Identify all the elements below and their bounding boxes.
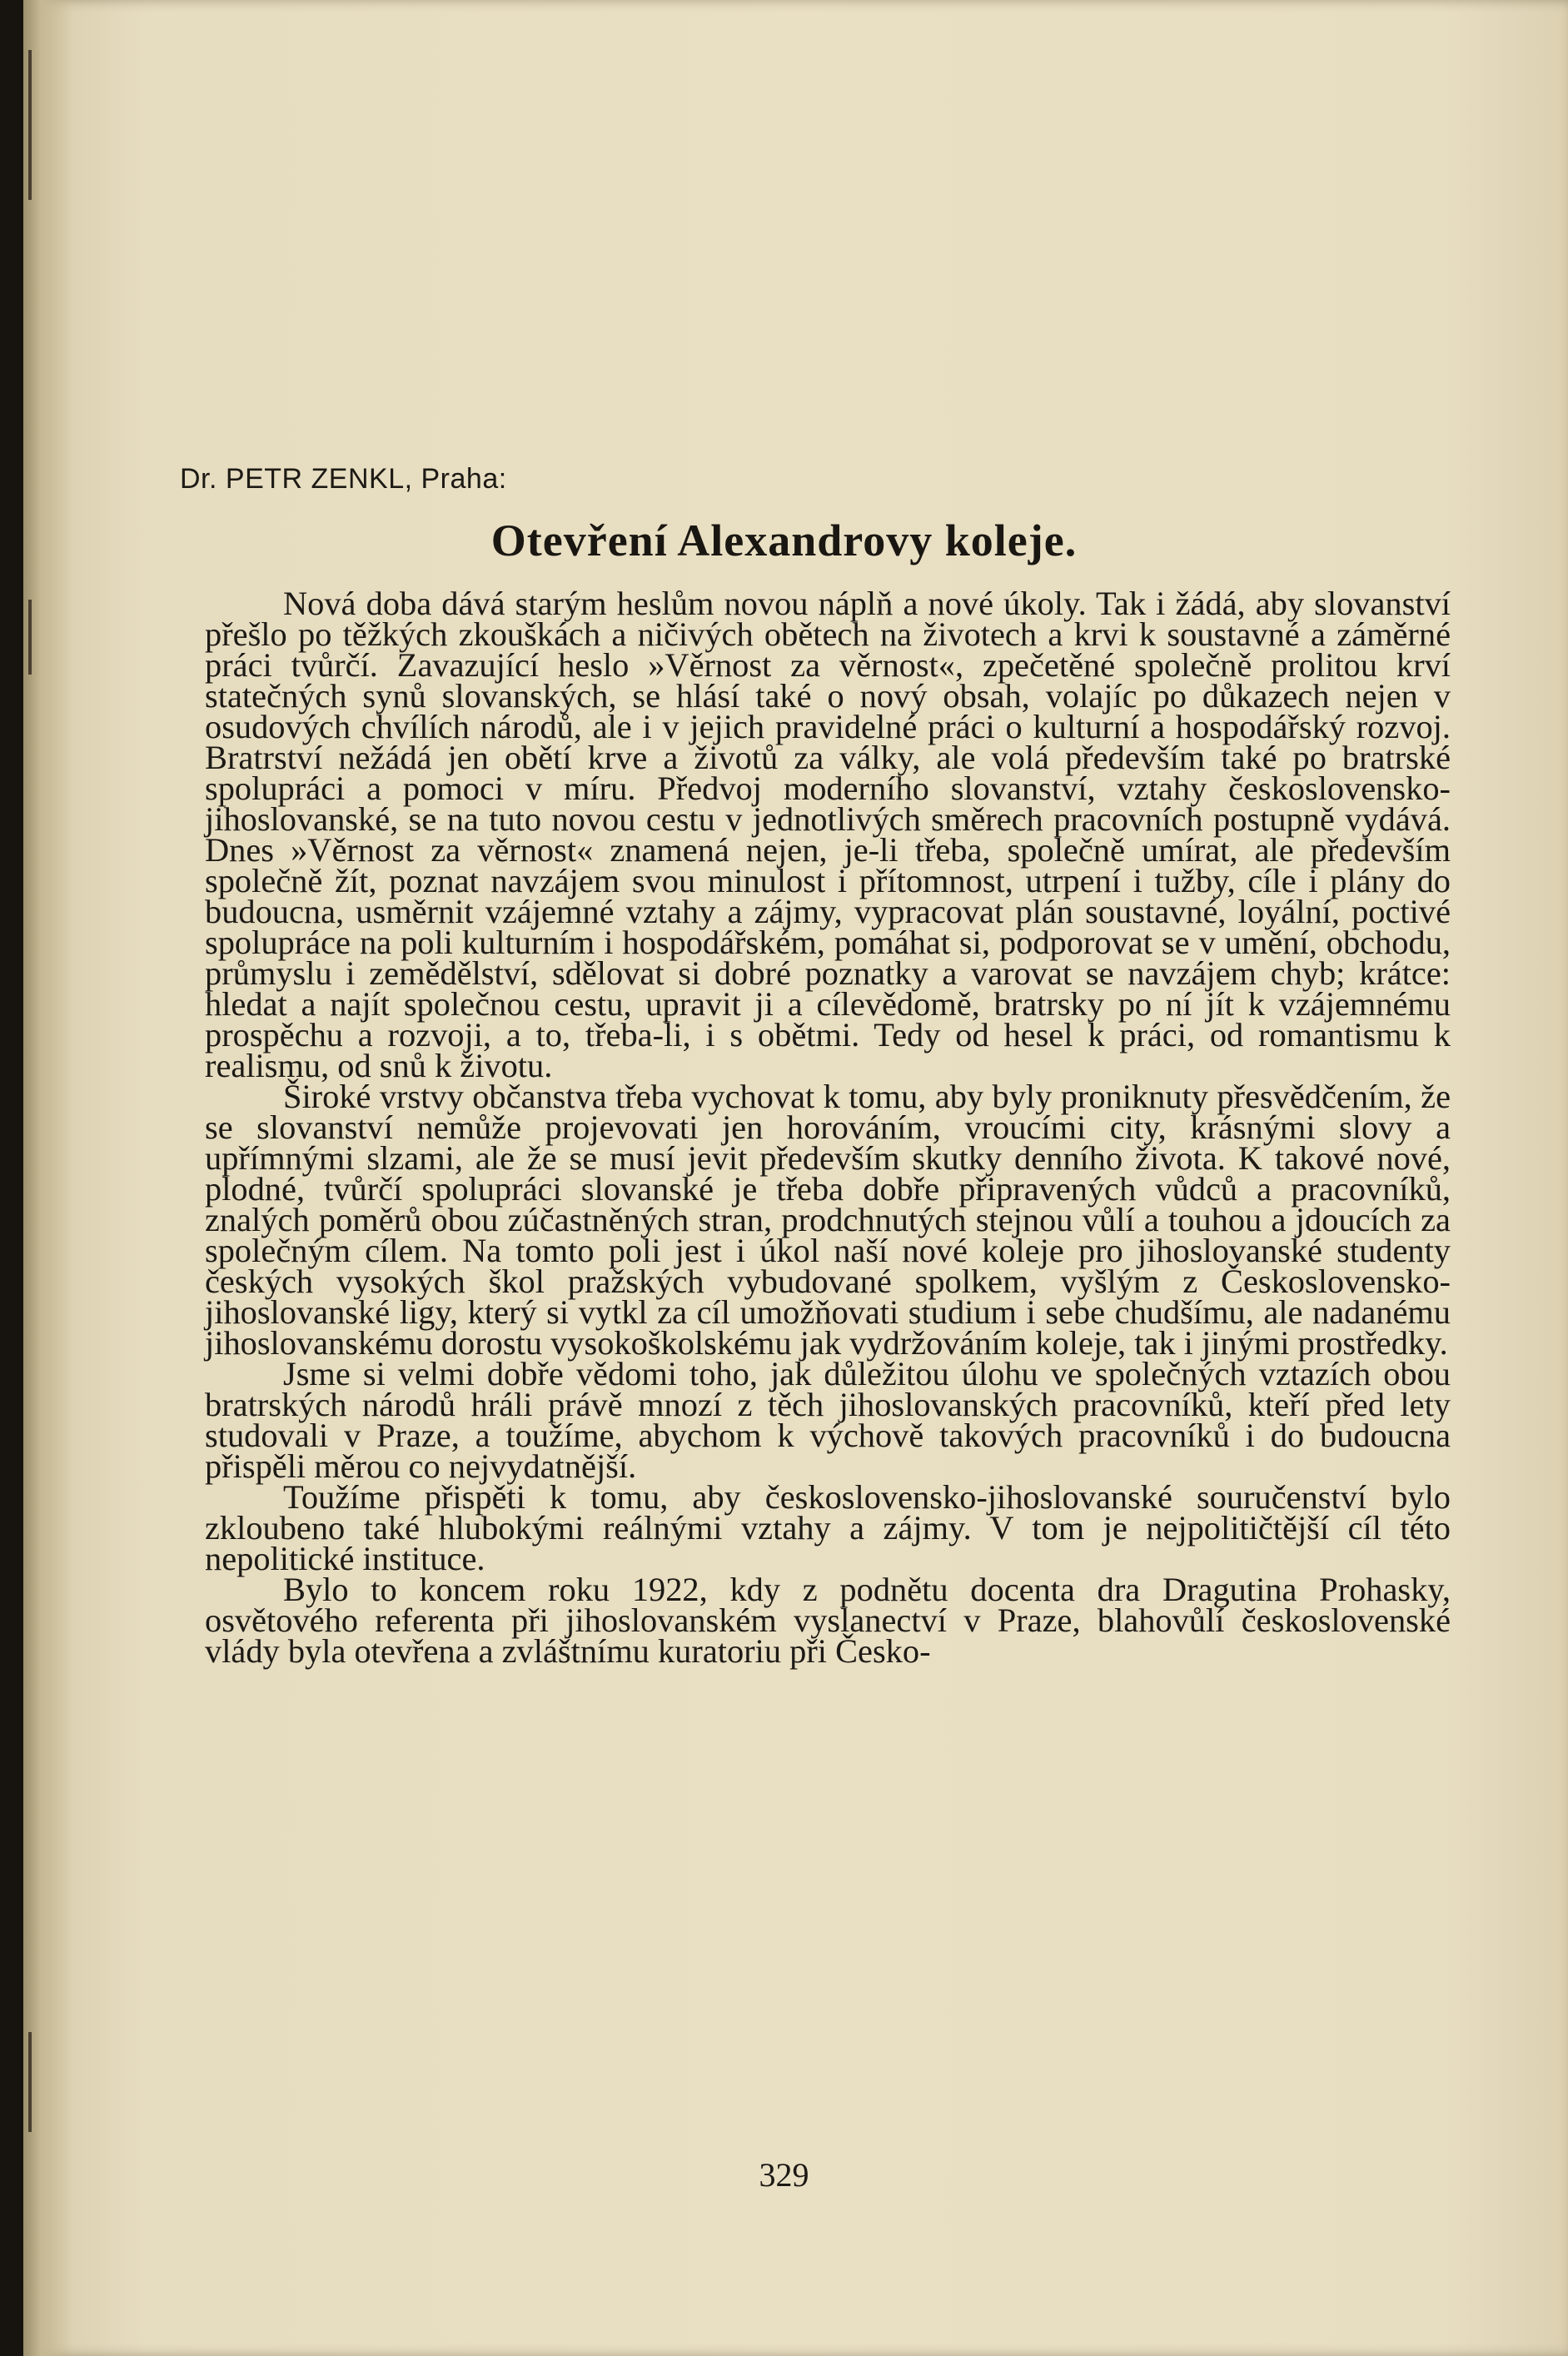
- spine-mark: [28, 50, 32, 200]
- paragraph: Toužíme přispěti k tomu, aby československo-jihoslovanské souručenství bylo zkloubeno také hlubokými reálnými vztahy a zájmy. V tom je nejpolitičtější cíl této nepolitické instituce.: [205, 1478, 1451, 1577]
- paragraph: Široké vrstvy občanstva třeba vychovat k tomu, aby byly proniknuty přesvědčením, že se slovanství nemůže projevovati jen horováním, vroucími city, krásnými slovy a upřímnými slzami, ale že se musí jevit především skutky denního života. K takové nové, plodné, tvůrčí spolupráci slovanské je třeba dobře připravených vůdců a pracovníků, znalých poměrů obou zúčastněných stran, prodchnutých stejnou vůlí a touhou a jdoucích za společným cílem. Na tomto poli jest i úkol naší nové koleje pro jihoslovanské studenty českých vysokých škol pražských vybudované spolkem, vyšlým z Československo-jihoslovanské ligy, který si vytkl za cíl umožňovati studium i sebe chudšímu, ale nadanému jihoslovanskému dorostu vysokoškolskému jak vydržováním koleje, tak i jinými prostředky.: [205, 1078, 1451, 1362]
- article-title: Otevření Alexandrovy koleje.: [490, 516, 1078, 565]
- spine-mark: [28, 2032, 32, 2132]
- paragraph: Jsme si velmi dobře vědomi toho, jak důležitou úlohu ve společných vztazích obou bratrských národů hráli právě mnozí z těch jihoslovanských pracovníků, kteří před lety studovali v Praze, a toužíme, abychom k výchově takových pracovníků i do budoucna přispěli měrou co nejvydatnější.: [205, 1355, 1451, 1485]
- paragraph: Bylo to koncem roku 1922, kdy z podnětu docenta dra Dragutina Prohasky, osvětového referenta při jihoslovanském vyslanectví v Praze, blahovůlí československé vlády byla otevřena a zvláštnímu kuratoriu při Česko-: [205, 1571, 1451, 1670]
- paragraph: Nová doba dává starým heslům novou náplň a nové úkoly. Tak i žádá, aby slovanství přešlo po těžkých zkouškách a ničivých obětech na životech a krvi k soustavné a záměrné práci tvůrčí. Zavazující heslo »Věrnost za věrnost«, zpečetěné společně prolitou krví statečných synů slovanských, se hlásí také o nový obsah, volajíc po důkazech nejen v osudových chvílích národů, ale i v jejich pravidelné práci o kulturní a hospodářský rozvoj. Bratrství nežádá jen obětí krve a životů za války, ale volá především také po bratrské spolupráci a pomoci v míru. Předvoj moderního slovanství, vztahy československo-jihoslovanské, se na tuto novou cestu v jednotlivých směrech pracovních postupně vydává. Dnes »Věrnost za věrnost« znamená nejen, je-li třeba, společně umírat, ale především společně žít, poznat navzájem svou minulost i přítomnost, utrpení i tužby, cíle i plány do budoucna, usměrnit vzájemné vztahy a zájmy, vypracovat plán soustavné, loyální, poctivé spolupráce na poli kulturním i hospodářském, pomáhat si, podporovat se v umění, obchodu, průmyslu i zemědělství, sdělovat si dobré poznatky a varovat se navzájem chyb; krátce: hledat a najít společnou cestu, upravit ji a cílevědomě, bratrsky po ní jít k vzájemnému prospěchu a rozvoji, a to, třeba-li, i s obětmi. Tedy od hesel k práci, od romantismu k realismu, od snů k životu.: [205, 585, 1451, 1084]
- author-line: Dr. PETR ZENKL, Praha:: [180, 463, 507, 495]
- page-gutter: [23, 0, 73, 2356]
- article-body: [205, 585, 1451, 1670]
- page-number: 329: [759, 2156, 809, 2194]
- spine-mark: [28, 600, 32, 675]
